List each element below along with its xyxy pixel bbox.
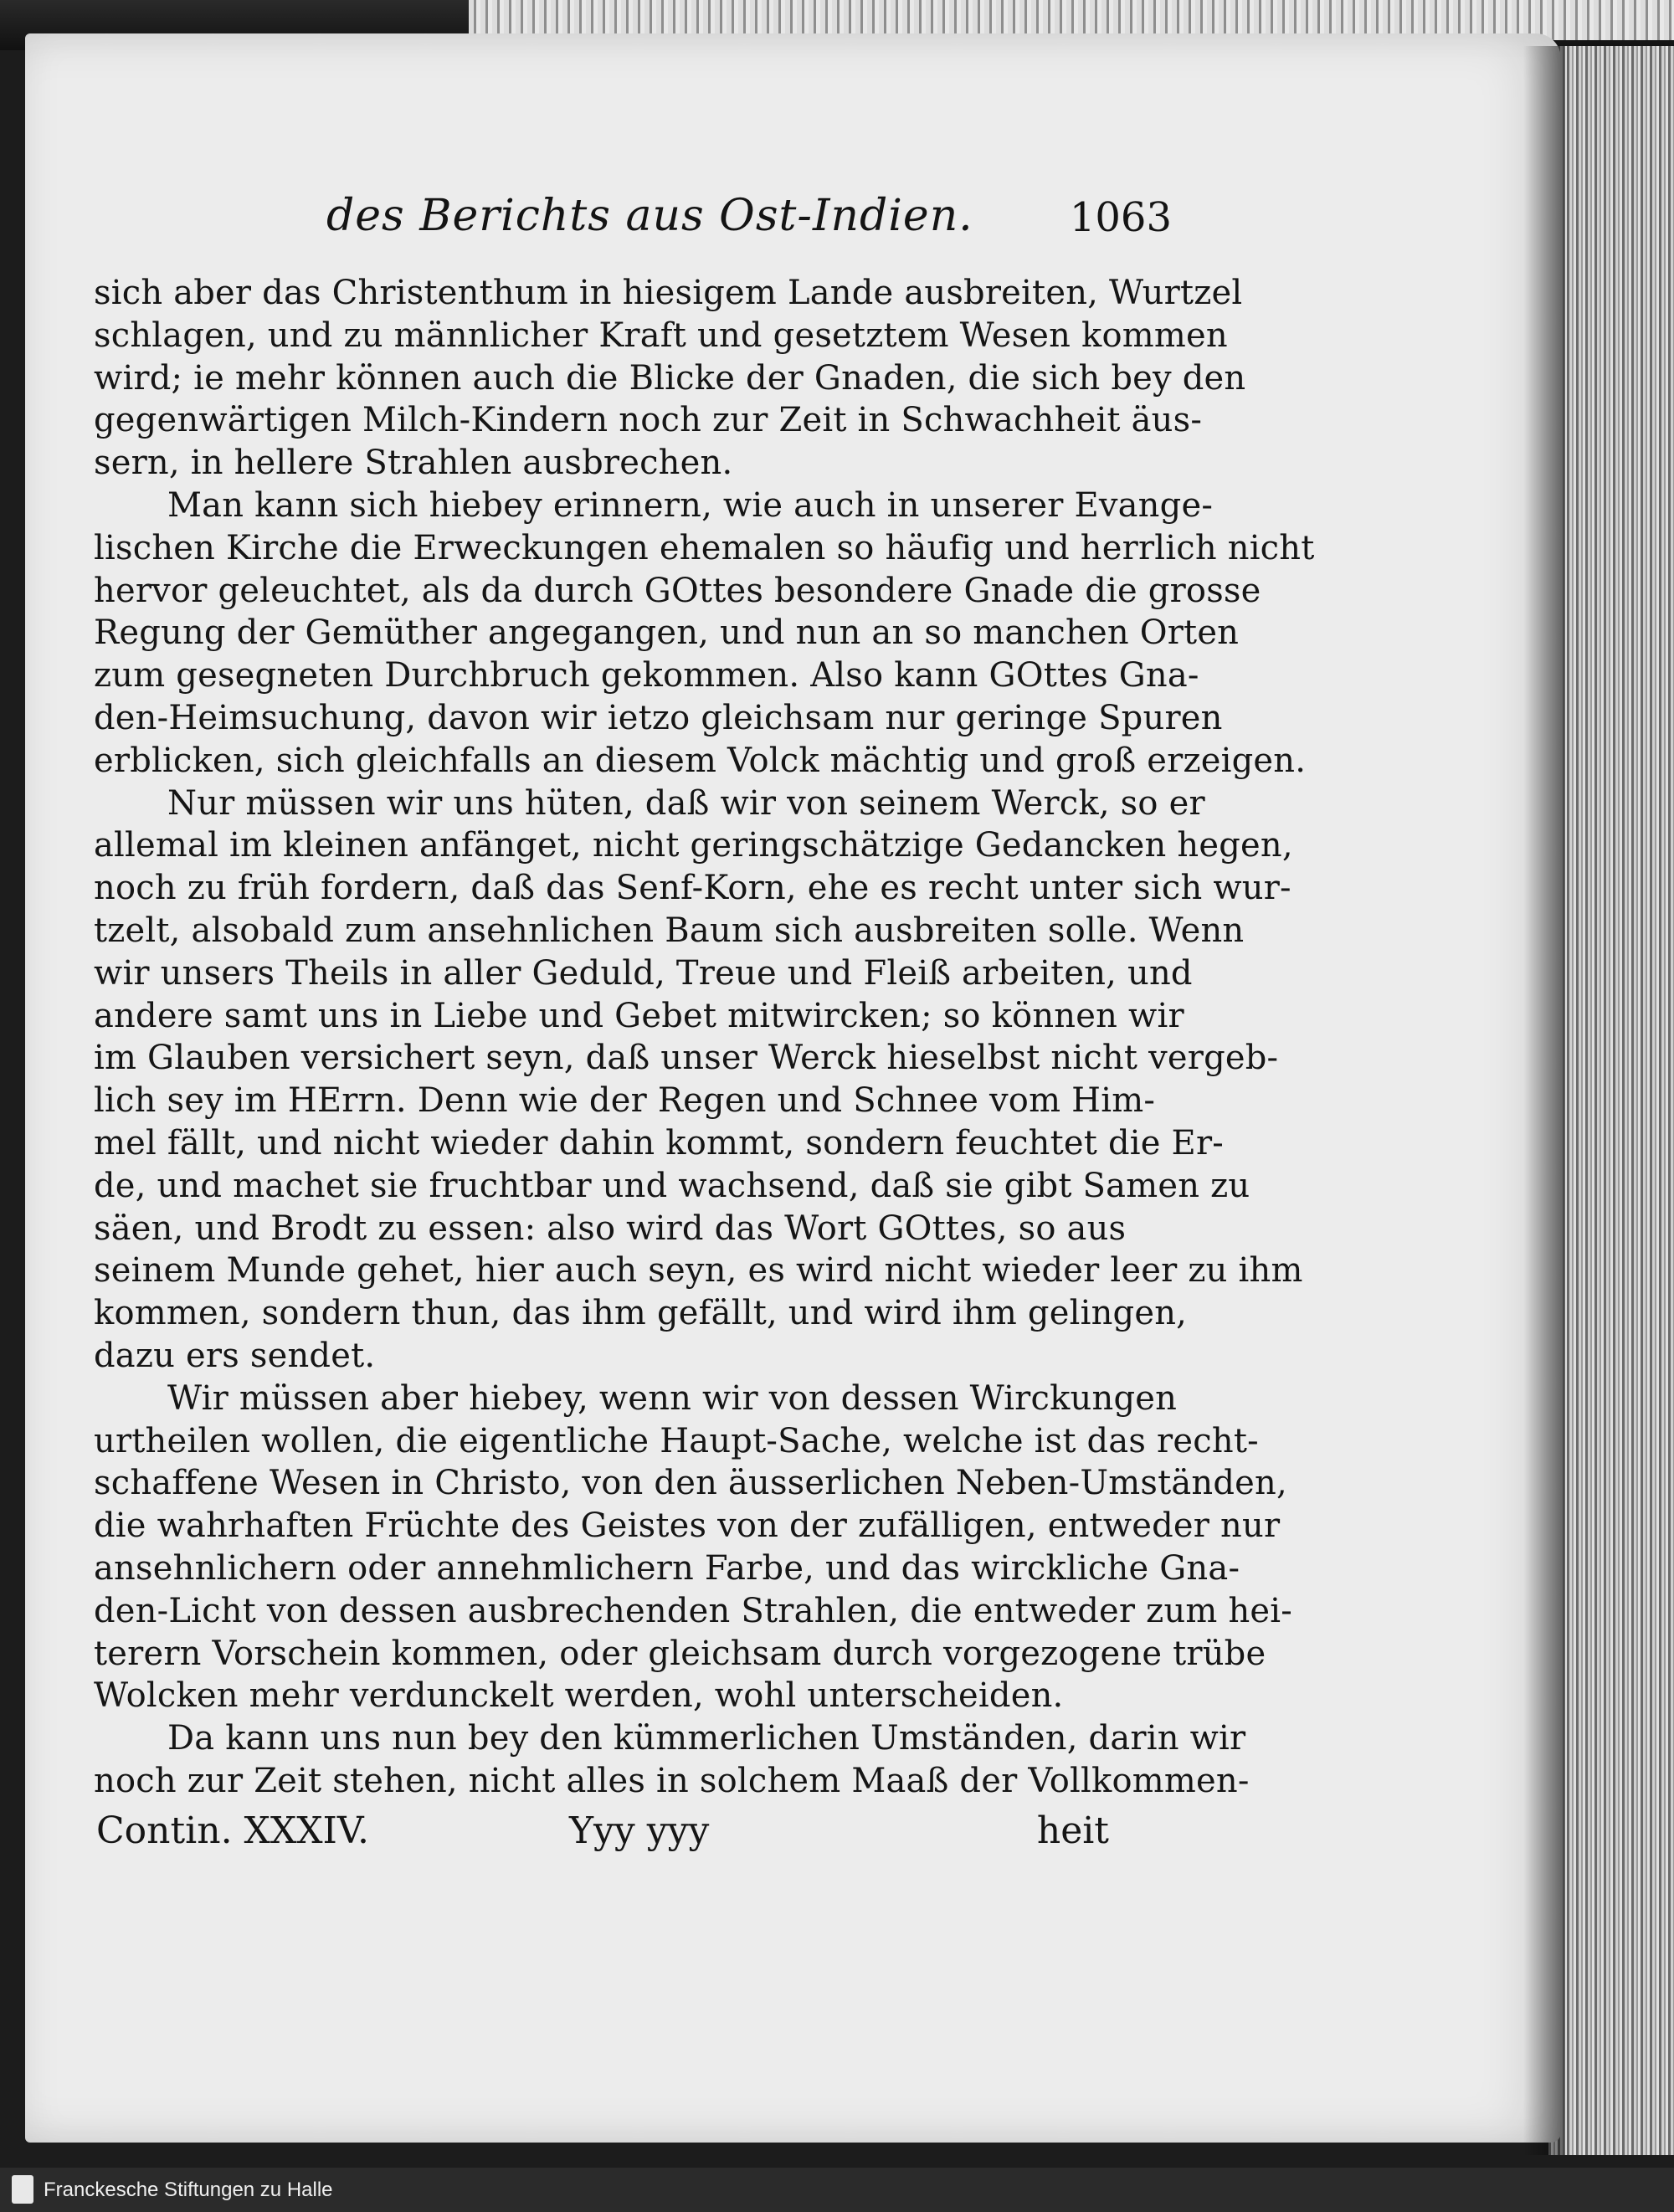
- text-line: Wir müssen aber hiebey, wenn wir von dessen Wirckungen: [167, 1378, 1178, 1418]
- text-line: Da kann uns nun bey den kümmerlichen Umständen, darin wir: [167, 1719, 1246, 1758]
- text-line: säen, und Brodt zu essen: also wird das Wort GOttes, so aus: [94, 1209, 1127, 1248]
- text-line: terern Vorschein kommen, oder gleichsam durch vorgezogene trübe: [94, 1634, 1266, 1673]
- text-line: zum gesegneten Durchbruch gekommen. Also kann GOttes Gna-: [94, 656, 1199, 695]
- text-line: de, und machet sie fruchtbar und wachsend, daß sie gibt Samen zu: [94, 1166, 1250, 1205]
- text-line: mel fällt, und nicht wieder dahin kommt, sondern feuchtet die Er-: [94, 1123, 1224, 1162]
- text-line: sern, in hellere Strahlen ausbrechen.: [94, 444, 733, 483]
- text-line: sich aber das Christenthum in hiesigem Lande ausbreiten, Wurtzel: [94, 274, 1243, 312]
- text-line: wir unsers Theils in aller Geduld, Treue und Fleiß arbeiten, und: [94, 953, 1193, 993]
- book-page-edges: [1548, 46, 1674, 2155]
- text-line: schlagen, und zu männlicher Kraft und gesetztem Wesen kommen: [94, 316, 1228, 355]
- text-line: Man kann sich hiebey erinnern, wie auch in unserer Evange-: [167, 485, 1214, 525]
- text-line: gegenwärtigen Milch-Kindern noch zur Zeit in Schwachheit äus-: [94, 401, 1203, 440]
- text-line: schaffene Wesen in Christo, von den äusserlichen Neben-Umständen,: [94, 1464, 1287, 1503]
- text-line: den-Licht von dessen ausbrechenden Strahlen, die entweder zum hei-: [94, 1591, 1292, 1630]
- text-line: allemal im kleinen anfänget, nicht geringschätzige Gedancken hegen,: [94, 826, 1293, 865]
- attribution-text: Franckesche Stiftungen zu Halle: [44, 2179, 333, 2201]
- signature-mark: Contin. XXXIV.: [96, 1809, 369, 1852]
- institution-logo-icon: [12, 2175, 33, 2204]
- text-line: kommen, sondern thun, das ihm gefällt, und wird ihm gelingen,: [94, 1294, 1188, 1333]
- text-line: ansehnlichern oder annehmlichern Farbe, und das wirckliche Gna-: [94, 1548, 1240, 1588]
- text-line: noch zur Zeit stehen, nicht alles in solchem Maaß der Vollkommen-: [94, 1761, 1250, 1800]
- text-line: erblicken, sich gleichfalls an diesem Volck mächtig und groß erzeigen.: [94, 741, 1307, 780]
- page-number: 1063: [1069, 194, 1172, 241]
- text-line: lischen Kirche die Erweckungen ehemalen so häufig und herrlich nicht: [94, 528, 1315, 567]
- text-line: andere samt uns in Liebe und Gebet mitwircken; so können wir: [94, 996, 1184, 1035]
- text-line: die wahrhaften Früchte des Geistes von der zufälligen, entweder nur: [94, 1506, 1281, 1546]
- sheet-mark: Yyy yyy: [569, 1809, 710, 1852]
- body-text: [94, 272, 1315, 1803]
- attribution-bar: [0, 2168, 1674, 2212]
- text-line: Wolcken mehr verdunckelt werden, wohl unterscheiden.: [94, 1676, 1064, 1716]
- gutter-shadow: [1523, 46, 1565, 2155]
- text-line: den-Heimsuchung, davon wir ietzo gleichsam nur geringe Spuren: [94, 698, 1223, 737]
- text-line: Nur müssen wir uns hüten, daß wir von seinem Werck, so er: [167, 783, 1205, 823]
- text-line: Regung der Gemüther angegangen, und nun an so manchen Orten: [94, 613, 1240, 653]
- text-line: hervor geleuchtet, als da durch GOttes besondere Gnade die grosse: [94, 571, 1261, 610]
- text-line: im Glauben versichert seyn, daß unser Werck hieselbst nicht vergeb-: [94, 1039, 1279, 1078]
- text-line: dazu ers sendet.: [94, 1336, 376, 1375]
- text-line: lich sey im HErrn. Denn wie der Regen und Schnee vom Him-: [94, 1081, 1156, 1121]
- running-head: des Berichts aus Ost-Indien.: [326, 191, 973, 241]
- text-line: tzelt, alsobald zum ansehnlichen Baum sich ausbreiten solle. Wenn: [94, 911, 1245, 950]
- text-line: seinem Munde gehet, hier auch seyn, es wird nicht wieder leer zu ihm: [94, 1251, 1303, 1291]
- text-line: noch zu früh fordern, daß das Senf-Korn, ehe es recht unter sich wur-: [94, 869, 1291, 908]
- catchword: heit: [1036, 1809, 1109, 1852]
- text-line: wird; ie mehr können auch die Blicke der Gnaden, die sich bey den: [94, 358, 1246, 398]
- text-line: urtheilen wollen, die eigentliche Haupt-Sache, welche ist das recht-: [94, 1421, 1259, 1460]
